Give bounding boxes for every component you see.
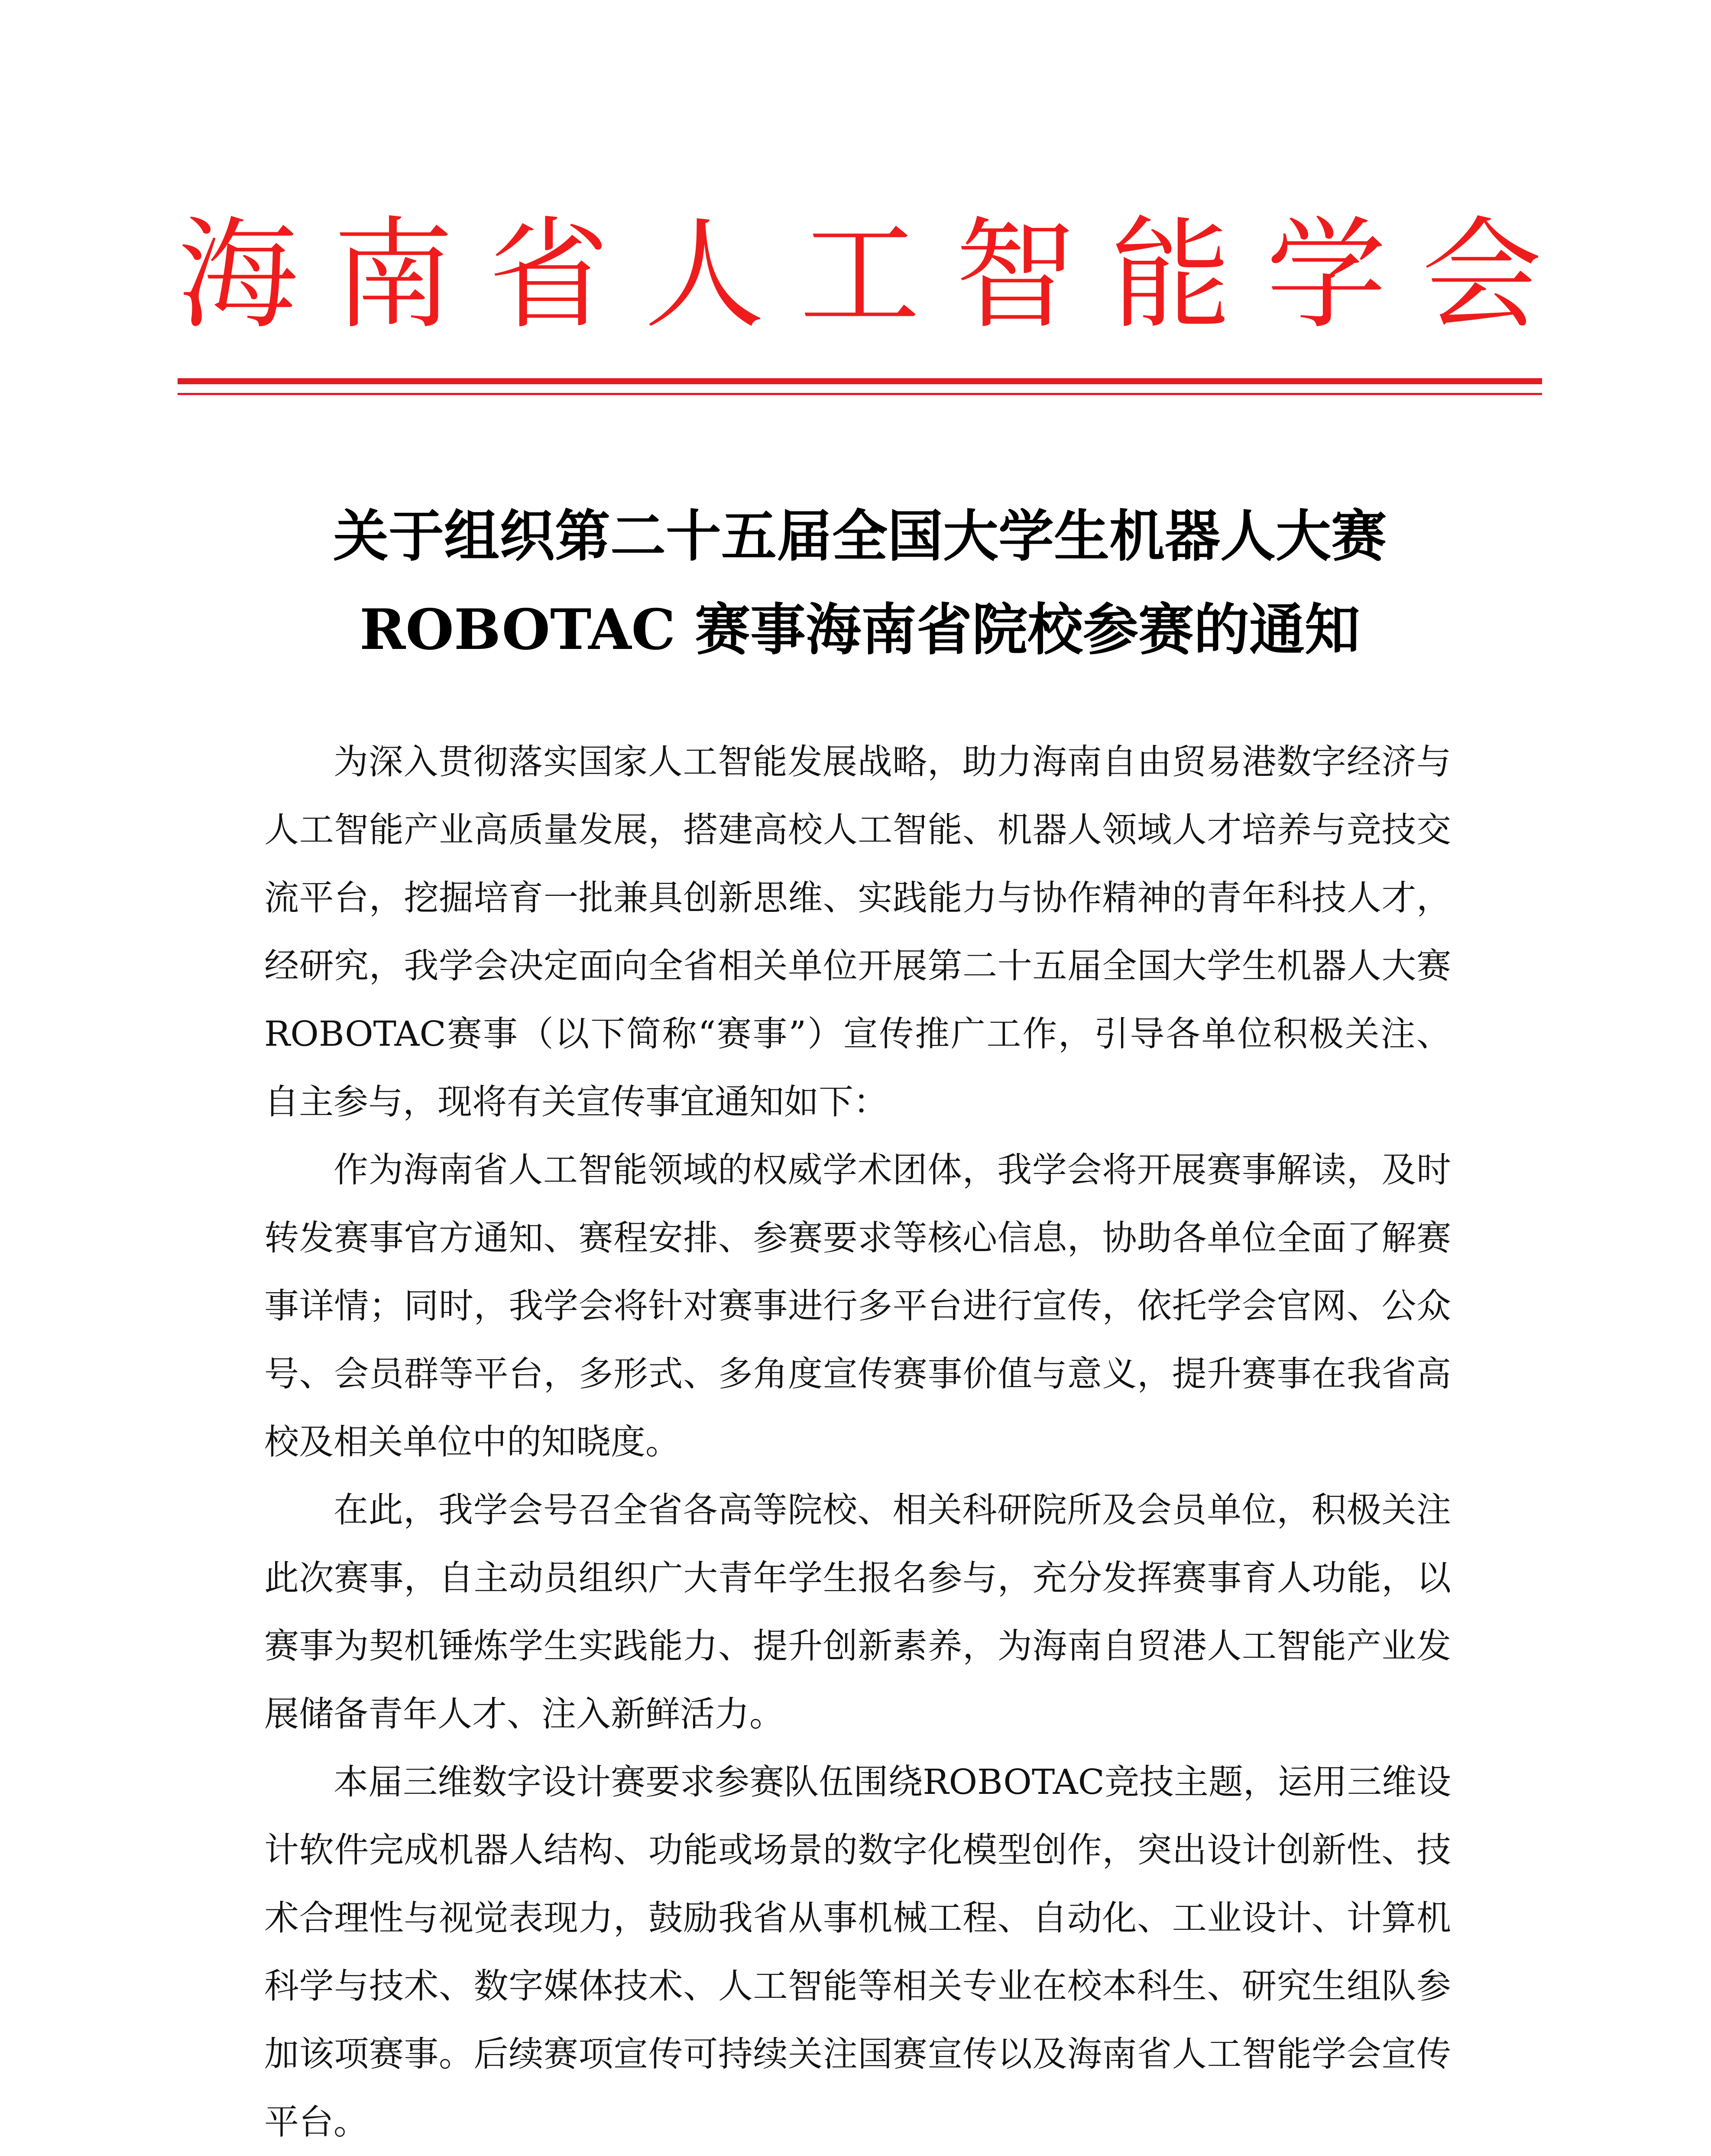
org-name-char: 工 <box>800 205 920 345</box>
org-name-char: 会 <box>1422 205 1542 345</box>
body-paragraph: 为深入贯彻落实国家人工智能发展战略，助力海南自由贸易港数字经济与人工智能产业高质量发展，搭建高校人工智能、机器人领域人才培养与竞技交流平台，挖掘培育一批兼具创新思维、实践能力与协作精神的青年科技人才，经研究，我学会决定面向全省相关单位开展第二十五届全国大学生机器人大赛ROBOTAC赛事（以下简称“赛事”）宣传推广工作，引导各单位积极关注、自主参与，现将有关宣传事宜通知如下： <box>264 742 1451 1122</box>
org-name-char: 人 <box>644 205 765 345</box>
org-name-char: 南 <box>333 205 454 345</box>
org-name-char: 海 <box>178 205 298 345</box>
document-title-line-2: ROBOTAC 赛事海南省院校参赛的通知 <box>360 597 1360 662</box>
org-name-char: 省 <box>489 205 609 345</box>
document-body <box>264 728 1451 2156</box>
body-paragraph: 本届三维数字设计赛要求参赛队伍围绕ROBOTAC竞技主题，运用三维设计软件完成机器人结构、功能或场景的数字化模型创作，突出设计创新性、技术合理性与视觉表现力，鼓励我省从事机械工程、自动化、工业设计、计算机科学与技术、数字媒体技术、人工智能等相关专业在校本科生、研究生组队参加该项赛事。后续赛项宣传可持续关注国赛宣传以及海南省人工智能学会宣传平台。 <box>264 1762 1451 2142</box>
header-divider-thick <box>178 378 1542 384</box>
header-divider-thin <box>178 393 1542 395</box>
body-paragraph: 作为海南省人工智能领域的权威学术团体，我学会将开展赛事解读，及时转发赛事官方通知、赛程安排、参赛要求等核心信息，协助各单位全面了解赛事详情；同时，我学会将针对赛事进行多平台进行宣传，依托学会官网、公众号、会员群等平台，多形式、多角度宣传赛事价值与意义，提升赛事在我省高校及相关单位中的知晓度。 <box>264 1150 1451 1462</box>
document-title <box>178 490 1542 677</box>
org-name-char: 学 <box>1266 205 1387 345</box>
body-paragraph: 在此，我学会号召全省各高等院校、相关科研院所及会员单位，积极关注此次赛事，自主动员组织广大青年学生报名参与，充分发挥赛事育人功能，以赛事为契机锤炼学生实践能力、提升创新素养，为海南自贸港人工智能产业发展储备青年人才、注入新鲜活力。 <box>264 1490 1451 1734</box>
organization-header <box>178 204 1542 347</box>
document-title-line-1: 关于组织第二十五届全国大学生机器人大赛 <box>333 504 1387 569</box>
org-name-char: 智 <box>955 205 1076 345</box>
org-name-char: 能 <box>1111 205 1231 345</box>
